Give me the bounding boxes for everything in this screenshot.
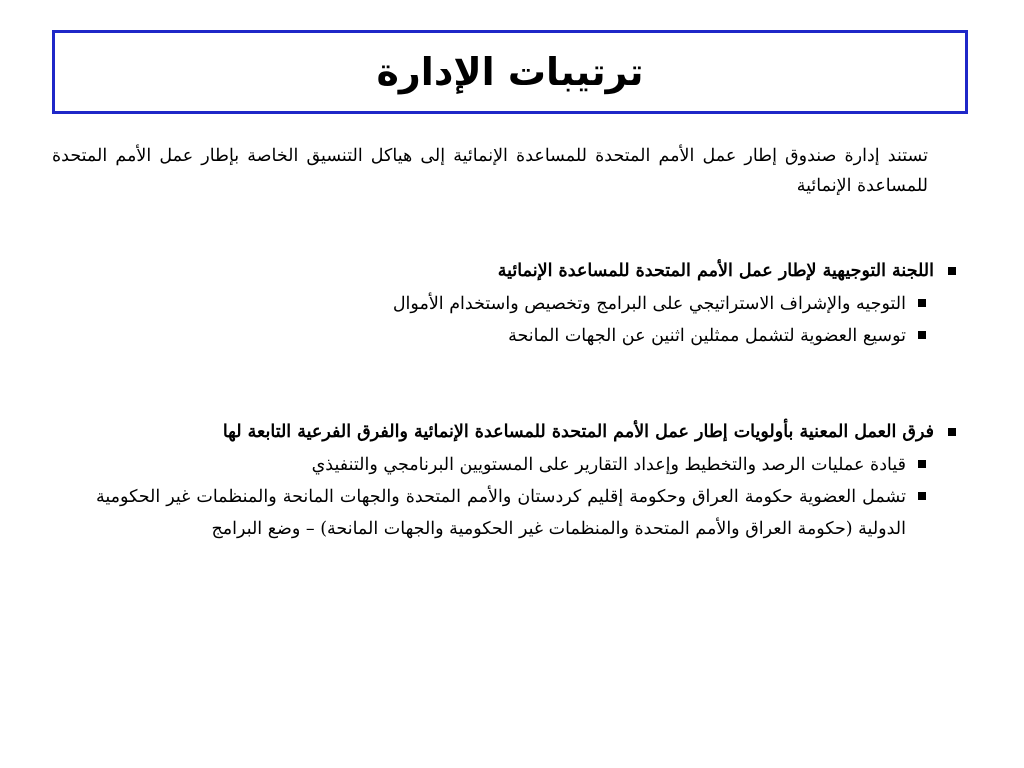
section-steering-committee bbox=[266, 256, 956, 352]
list-item bbox=[76, 481, 926, 545]
section-heading-row bbox=[266, 256, 956, 286]
list-item-text: التوجيه والإشراف الاستراتيجي على البرامج وتخصيص واستخدام الأموال bbox=[392, 294, 906, 314]
square-bullet-icon bbox=[918, 460, 926, 468]
list-item bbox=[266, 288, 926, 320]
square-bullet-icon bbox=[948, 267, 956, 275]
list-item-text: توسيع العضوية لتشمل ممثلين اثنين عن الجهات المانحة bbox=[508, 326, 906, 346]
square-bullet-icon bbox=[918, 492, 926, 500]
sub-list bbox=[266, 288, 926, 352]
slide-title: ترتيبات الإدارة bbox=[376, 50, 644, 94]
square-bullet-icon bbox=[918, 299, 926, 307]
section-task-forces bbox=[76, 417, 956, 545]
square-bullet-icon bbox=[918, 331, 926, 339]
list-item-text: تشمل العضوية حكومة العراق وحكومة إقليم كردستان والأمم المتحدة والجهات المانحة والمنظمات غير الحكومية الدولية (حكومة العراق والأمم المتحدة والمنظمات غير الحكومية والجهات المانحة) – وضع البرامج bbox=[96, 487, 906, 539]
square-bullet-icon bbox=[948, 428, 956, 436]
sub-list bbox=[76, 449, 926, 545]
title-box bbox=[52, 30, 968, 114]
list-item bbox=[76, 449, 926, 481]
section-heading-row bbox=[76, 417, 956, 447]
list-item bbox=[266, 320, 926, 352]
intro-paragraph: تستند إدارة صندوق إطار عمل الأمم المتحدة للمساعدة الإنمائية إلى هياكل التنسيق الخاصة بإطار عمل الأمم المتحدة للمساعدة الإنمائية bbox=[52, 146, 928, 196]
list-item-text: قيادة عمليات الرصد والتخطيط وإعداد التقارير على المستويين البرنامجي والتنفيذي bbox=[311, 455, 906, 475]
section-heading: اللجنة التوجيهية لإطار عمل الأمم المتحدة للمساعدة الإنمائية bbox=[497, 261, 934, 281]
section-heading: فرق العمل المعنية بأولويات إطار عمل الأمم المتحدة للمساعدة الإنمائية والفرق الفرعية التابعة لها bbox=[222, 422, 934, 442]
